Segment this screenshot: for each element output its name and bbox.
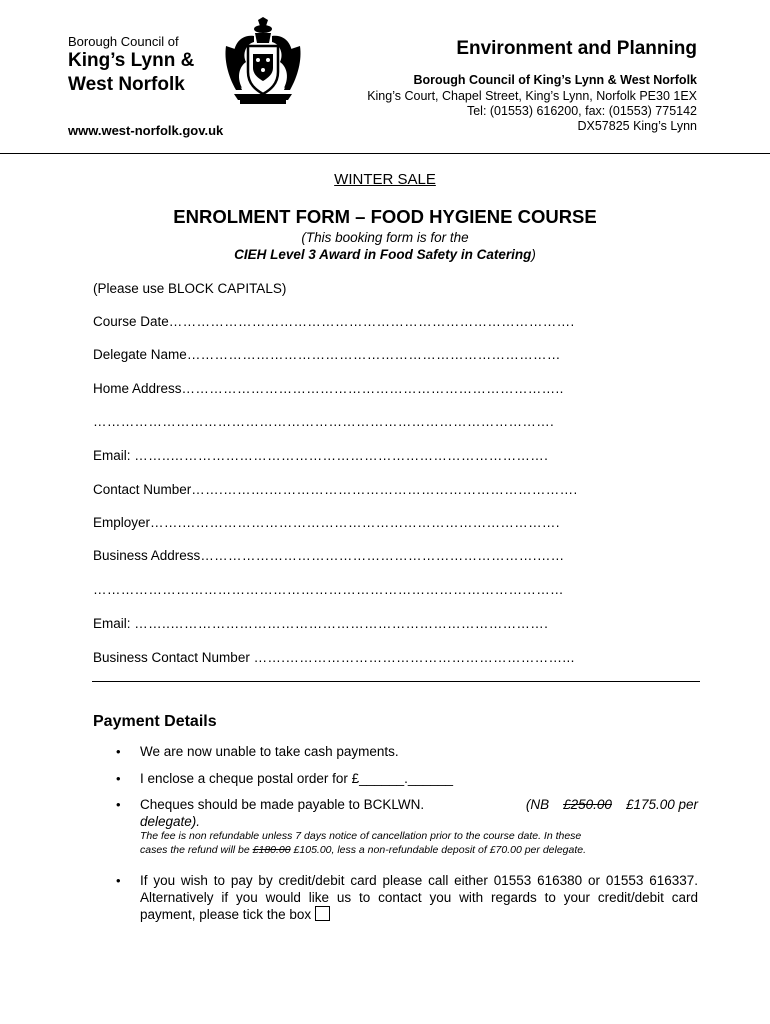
old-price: £250.00 <box>563 797 612 812</box>
fill-line: ……..………………………………………………………………………. <box>134 616 549 631</box>
fill-line: ……………………………………………………………………… <box>186 347 561 362</box>
cheque-payee-text: Cheques should be made payable to BCKLWN. <box>140 797 425 812</box>
field-label: Course Date <box>93 314 169 329</box>
fill-line: ……..………………………………………………………………………. <box>134 448 549 463</box>
home-email-field[interactable] <box>93 448 548 463</box>
section-divider <box>92 681 700 682</box>
contact-me-checkbox[interactable] <box>315 906 330 921</box>
home-address-line2-field[interactable] <box>93 414 554 429</box>
price-note <box>526 796 698 813</box>
field-label: Delegate Name <box>93 347 187 362</box>
field-label: Email: <box>93 448 135 463</box>
employer-field[interactable] <box>93 515 560 530</box>
form-title: ENROLMENT FORM – FOOD HYGIENE COURSE <box>173 206 597 227</box>
subtitle-close-paren: ) <box>531 247 536 262</box>
home-address-field[interactable] <box>93 381 564 396</box>
bullet: • <box>116 771 121 786</box>
bullet: • <box>116 797 121 812</box>
fill-line: …….………………………………………………………………………. <box>150 515 560 530</box>
bullet: • <box>116 744 121 759</box>
payment-no-cash: We are now unable to take cash payments. <box>140 744 399 759</box>
fill-line: ………………………………………………………………………………………… <box>93 582 564 597</box>
address-tel-fax: Tel: (01553) 616200, fax: (01553) 775142 <box>466 104 697 118</box>
council-crest-logo <box>222 16 304 106</box>
delegate-name-field[interactable] <box>93 347 561 362</box>
fill-line: ……………………………………………………………………………. <box>168 314 575 329</box>
payment-cheque-amount[interactable]: I enclose a cheque postal order for £______.______ <box>140 771 453 786</box>
council-name-line2: King’s Lynn & <box>68 50 195 71</box>
refund-text-start: cases the refund will be <box>140 844 250 856</box>
contact-number-field[interactable] <box>93 482 578 497</box>
business-contact-number-field[interactable] <box>93 650 575 665</box>
price-note-cont: delegate). <box>140 814 201 829</box>
refund-old-amount: £180.00 <box>252 844 291 856</box>
fill-line: …….……….…………………………………………………………. <box>191 482 578 497</box>
payment-details-heading: Payment Details <box>93 713 217 730</box>
fill-line: ……………………………………………………………….…… <box>200 548 565 563</box>
council-name-line3: West Norfolk <box>68 74 185 95</box>
block-capitals-instruction: (Please use BLOCK CAPITALS) <box>93 281 287 296</box>
field-label: Home Address <box>93 381 182 396</box>
fill-line: ……………………………………………………………………….. <box>181 381 564 396</box>
business-address-line2-field[interactable] <box>93 582 564 597</box>
field-label: Business Address <box>93 548 201 563</box>
address-dx: DX57825 King’s Lynn <box>577 119 697 133</box>
refund-policy-line1: The fee is non refundable unless 7 days notice of cancellation prior to the course date. In these <box>140 830 582 842</box>
course-date-field[interactable] <box>93 314 575 329</box>
course-name: CIEH Level 3 Award in Food Safety in Catering <box>234 247 532 262</box>
address-council: Borough Council of King’s Lynn & West Norfolk <box>413 73 697 87</box>
fill-line: …….……………………………………………………... <box>253 650 575 665</box>
card-payment-text: If you wish to pay by credit/debit card please call either 01553 616380 or 01553 616337. Alternatively if you would like us to contact you with regards to your credit/debit card payment, please tick the box <box>140 873 698 922</box>
payment-cheque-payee <box>140 796 698 830</box>
field-label: Contact Number <box>93 482 192 497</box>
business-email-field[interactable] <box>93 616 548 631</box>
department-title: Environment and Planning <box>456 38 697 59</box>
council-website: www.west-norfolk.gov.uk <box>68 123 224 138</box>
new-price: £175.00 per <box>625 797 698 812</box>
refund-text-end: £105.00, less a non-refundable deposit of £70.00 per delegate. <box>293 844 587 856</box>
field-label: Email: <box>93 616 135 631</box>
nb-label: (NB <box>525 797 550 812</box>
form-subtitle-line2 <box>0 247 770 262</box>
form-subtitle-line1: (This booking form is for the <box>301 230 469 245</box>
winter-sale-heading: WINTER SALE <box>334 171 436 188</box>
business-address-field[interactable] <box>93 548 565 563</box>
bullet: • <box>116 873 121 888</box>
field-label: Employer <box>93 515 151 530</box>
fill-line: ………………………………………………………………………………………. <box>93 414 555 429</box>
header-divider <box>0 153 770 154</box>
field-label: Business Contact Number <box>93 650 254 665</box>
council-name-line1: Borough Council of <box>68 34 179 49</box>
payment-card-info <box>140 872 698 923</box>
address-street: King’s Court, Chapel Street, King’s Lynn, Norfolk PE30 1EX <box>367 89 697 103</box>
refund-policy-line2 <box>140 843 698 857</box>
